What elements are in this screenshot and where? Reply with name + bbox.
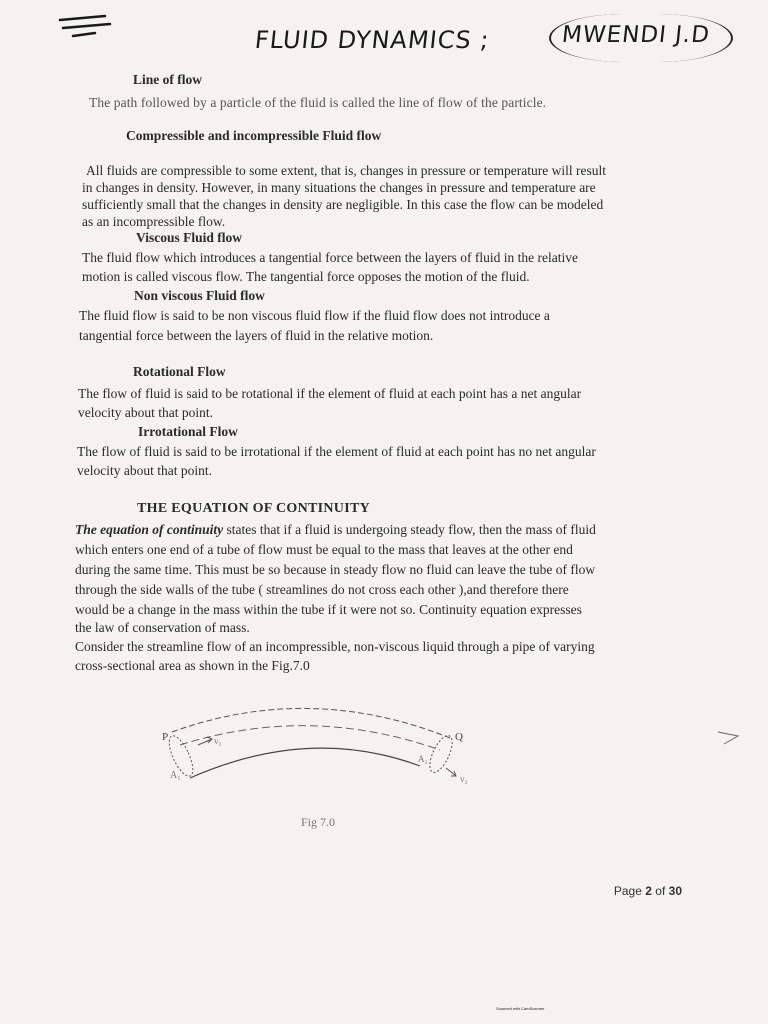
text-compressible-2: in changes in density. However, in many situations the changes in pressure and temperature are [82,180,596,195]
text-continuity-6: the law of conservation of mass. [75,620,250,635]
figure-caption: Fig 7.0 [301,815,336,829]
text-viscous-1: The fluid flow which introduces a tangential force between the layers of fluid in the relative [82,250,578,265]
text-compressible-3: sufficiently small that the changes in density are negligible. In this case the flow can be modeled [82,197,604,212]
tube-inner-wall [190,748,420,778]
text-compressible-4: as an incompressible flow. [82,214,226,229]
heading-viscous-flow: Viscous Fluid flow [136,230,243,245]
corner-scribble-icon [55,12,115,42]
velocity-v2-arrow-icon [446,768,456,776]
heading-line-of-flow: Line of flow [133,72,202,87]
text-continuity-1: The equation of continuity states that if a fluid is undergoing steady flow, then the mass of fluid [75,522,596,537]
scanner-watermark: Scanned with CamScanner [496,1006,545,1011]
cross-section-a2-shape [425,732,456,775]
text-line-of-flow: The path followed by a particle of the fluid is called the line of flow of the particle. [89,95,547,110]
label-v1: v₁ [214,736,222,746]
heading-non-viscous-flow: Non viscous Fluid flow [134,288,265,303]
text-viscous-2: motion is called viscous flow. The tangential force opposes the motion of the fluid. [82,269,530,284]
text-compressible-1: All fluids are compressible to some extent, that is, changes in pressure or temperature will result [86,163,606,178]
text-continuity-5: would be a change in the mass within the tube if it were not so. Continuity equation expresses [75,602,582,617]
text-rotational-2: velocity about that point. [78,405,213,420]
text-continuity-7: Consider the streamline flow of an incompressible, non-viscous liquid through a pipe of varying [75,639,595,654]
heading-compressible-flow: Compressible and incompressible Fluid flow [126,128,382,143]
label-q: Q [455,731,463,743]
label-a2: A₂ [418,754,428,764]
text-continuity-3: during the same time. This must be so because in steady flow no fluid can leave the tube of flow [75,562,596,577]
heading-equation-of-continuity: THE EQUATION OF CONTINUITY [137,501,370,516]
heading-rotational-flow: Rotational Flow [133,364,226,379]
label-v2: v₂ [460,774,468,784]
text-continuity-4: through the side walls of the tube ( streamlines do not cross each other ),and therefore there [75,582,569,597]
label-a1: A₁ [170,770,181,781]
page-title: FLUID DYNAMICS ; [253,26,491,54]
text-irrotational-1: The flow of fluid is said to be irrotational if the element of fluid at each point has no net angular [77,444,596,459]
text-irrotational-2: velocity about that point. [77,463,212,478]
heading-irrotational-flow: Irrotational Flow [138,424,238,439]
text-rotational-1: The flow of fluid is said to be rotational if the element of fluid at each point has a net angular [78,386,582,401]
page-number: Page 2 of 30 [613,884,682,898]
term-equation-of-continuity: The equation of continuity [75,522,224,537]
text-continuity-2: which enters one end of a tube of flow must be equal to the mass that leaves at the other end [75,542,573,557]
tube-outer-wall [172,708,450,738]
label-p: P [162,731,169,743]
text-continuity-8: cross-sectional area as shown in the Fig.7.0 [75,658,310,673]
author-name: MWENDI J.D [560,22,712,48]
text-non-viscous-2: tangential force between the layers of fluid in the relative motion. [79,328,434,343]
margin-arrow-icon [716,728,746,748]
flow-tube-figure [150,690,490,800]
text-non-viscous-1: The fluid flow is said to be non viscous fluid flow if the fluid flow does not introduce a [79,308,550,323]
